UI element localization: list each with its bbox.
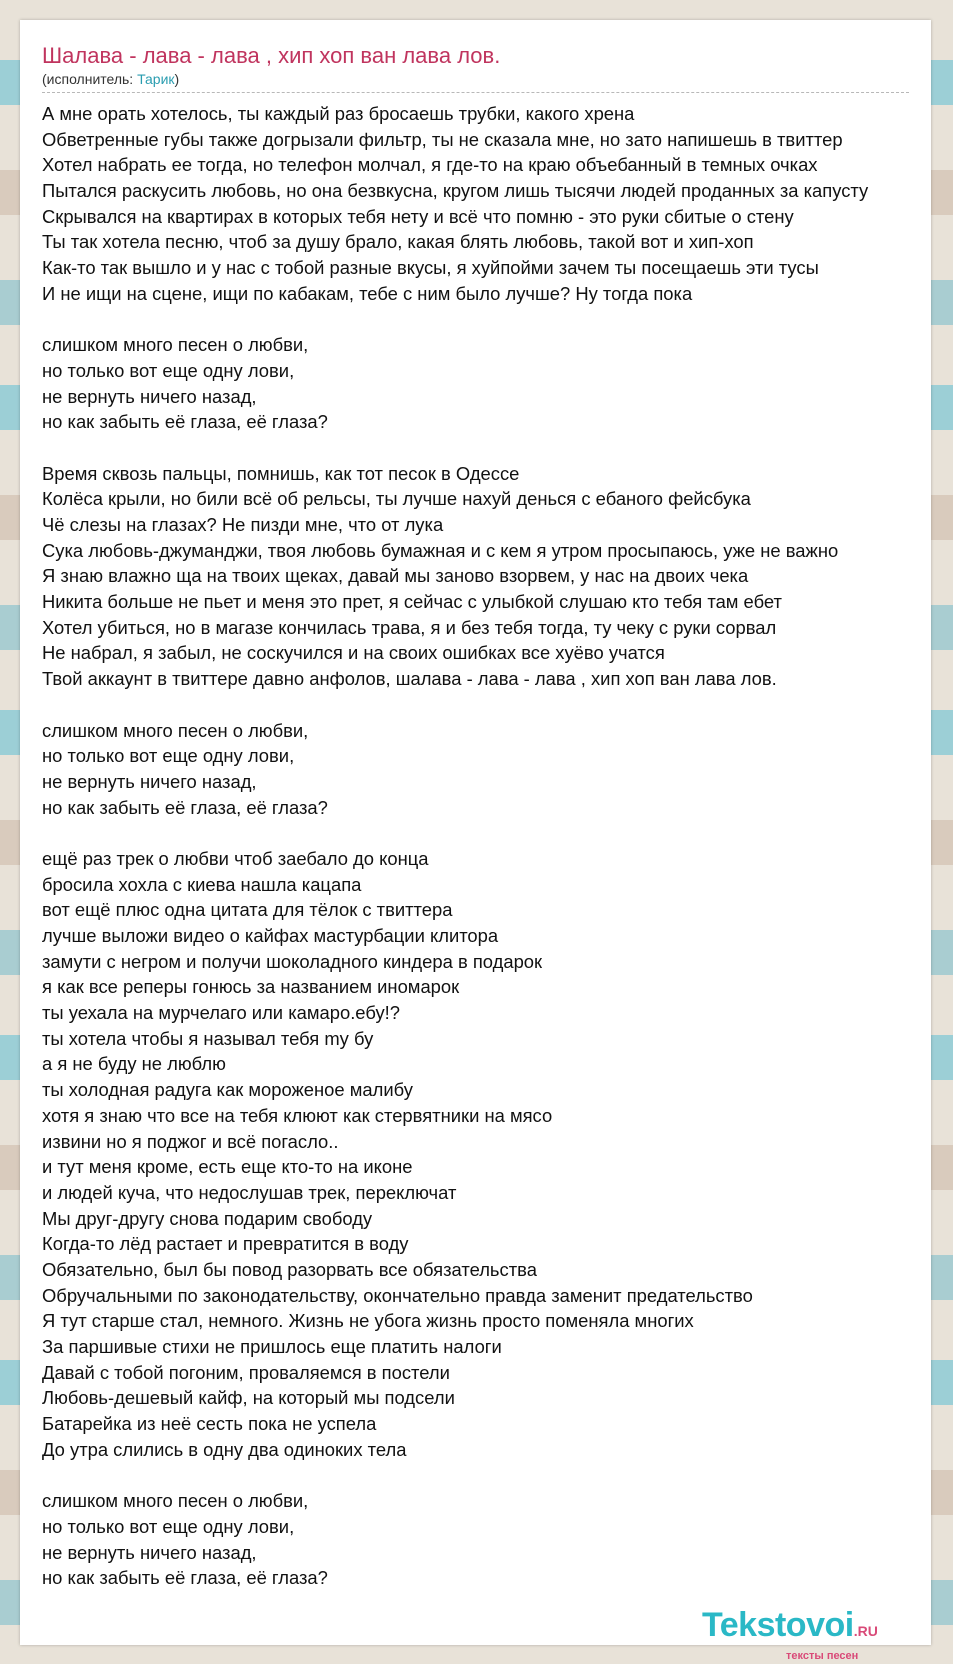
lyric-line: Я знаю влажно ща на твоих щеках, давай мы заново взорвем, у нас на двоих чека bbox=[42, 565, 749, 587]
lyric-line: Хотел убиться, но в магазе кончилась трава, я и без тебя тогда, ту чеку с руки сорвал bbox=[42, 616, 777, 638]
lyric-line: но только вот еще одну лови, bbox=[42, 1515, 295, 1537]
lyric-line: Скрывался на квартирах в которых тебя нету и всё что помню - это руки сбитые о стену bbox=[42, 205, 794, 227]
lyric-line: извини но я поджог и всё погасло.. bbox=[42, 1130, 339, 1152]
lyric-line: ты уехала на мурчелаго или камаро.ебу!? bbox=[42, 1002, 400, 1024]
lyric-line: не вернуть ничего назад, bbox=[42, 1541, 257, 1563]
lyric-line: хотя я знаю что все на тебя клюют как стервятники на мясо bbox=[42, 1104, 553, 1126]
logo-subtitle: тексты песен bbox=[786, 1650, 859, 1662]
lyric-line: Пытался раскусить любовь, но она безвкусна, кругом лишь тысячи людей проданных за капусту bbox=[42, 180, 869, 202]
lyric-line: слишком много песен о любви, bbox=[42, 719, 309, 741]
lyric-line: Колёса крыли, но били всё об рельсы, ты лучше нахуй денься с ебаного фейсбука bbox=[42, 488, 751, 510]
lyric-line: Давай с тобой погоним, проваляемся в постели bbox=[42, 1361, 450, 1383]
lyric-line: А мне орать хотелось, ты каждый раз бросаешь трубки, какого хрена bbox=[42, 103, 635, 124]
lyric-line: Не набрал, я забыл, не соскучился и на своих ошибках все хуёво учатся bbox=[42, 642, 665, 664]
artist-suffix: ) bbox=[174, 71, 180, 87]
lyric-line: вот ещё плюс одна цитата для тёлок с твиттера bbox=[42, 899, 453, 921]
lyric-line: Никита больше не пьет и меня это прет, я сейчас с улыбкой слушаю кто тебя там ебет bbox=[42, 591, 782, 613]
lyric-line: я как все реперы гонюсь за названием иномарок bbox=[42, 976, 460, 998]
stanza-gap bbox=[42, 435, 931, 461]
stanza-gap bbox=[42, 307, 931, 333]
lyric-line: Я тут старше стал, немного. Жизнь не убога жизнь просто поменяла многих bbox=[42, 1310, 694, 1332]
lyric-line: Время сквозь пальцы, помнишь, как тот песок в Одессе bbox=[42, 462, 520, 484]
lyric-line: Когда-то лёд растает и превратится в воду bbox=[42, 1233, 409, 1255]
lyric-line: но как забыть её глаза, её глаза? bbox=[42, 1567, 328, 1589]
lyric-line: Твой аккаунт в твиттере давно анфолов, шалава - лава - лава , хип хоп ван лава лов. bbox=[42, 668, 777, 690]
lyric-line: но как забыть её глаза, её глаза? bbox=[42, 411, 328, 433]
lyric-line: Сука любовь-джуманджи, твоя любовь бумажная и с кем я утром просыпаюсь, уже не важно bbox=[42, 539, 839, 561]
lyric-line: и тут меня кроме, есть еще кто-то на иконе bbox=[42, 1156, 413, 1178]
logo-tld: .RU bbox=[853, 1623, 878, 1639]
stanza-gap bbox=[42, 820, 931, 846]
lyric-line: а я не буду не люблю bbox=[42, 1053, 226, 1075]
lyric-line: ты хотела чтобы я называл тебя my бу bbox=[42, 1027, 374, 1049]
lyric-line: замути с негром и получи шоколадного киндера в подарок bbox=[42, 950, 543, 972]
lyric-line: Ты так хотела песню, чтоб за душу брало, какая блять любовь, такой вот и хип-хоп bbox=[42, 231, 754, 253]
lyric-line: не вернуть ничего назад, bbox=[42, 385, 257, 407]
lyric-line: бросила хохла с киева нашла кацапа bbox=[42, 873, 362, 895]
lyric-line: слишком много песен о любви, bbox=[42, 334, 309, 356]
lyric-line: лучше выложи видео о кайфах мастурбации клитора bbox=[42, 925, 499, 946]
lyric-line: но как забыть её глаза, её глаза? bbox=[42, 796, 328, 818]
lyric-line: Хотел набрать ее тогда, но телефон молчал, я где-то на краю объебанный в темных очках bbox=[42, 154, 818, 176]
site-logo[interactable] bbox=[702, 1606, 902, 1662]
lyric-line: ещё раз трек о любви чтоб заебало до конца bbox=[42, 847, 429, 869]
stanza-gap bbox=[42, 1462, 931, 1488]
artist-prefix: (исполнитель: bbox=[42, 71, 138, 87]
logo-text: Tekstovoi bbox=[702, 1606, 854, 1644]
lyric-line: слишком много песен о любви, bbox=[42, 1490, 309, 1512]
lyric-line: Как-то так вышло и у нас с тобой разные вкусы, я хуйпойми зачем ты посещаешь эти тусы bbox=[42, 257, 819, 279]
lyric-line: Обручальными по законодательству, окончательно правда заменит предательство bbox=[42, 1284, 753, 1306]
lyric-line: не вернуть ничего назад, bbox=[42, 770, 257, 792]
song-title: Шалава - лава - лава , хип хоп ван лава лов. bbox=[42, 43, 501, 68]
lyric-line: и людей куча, что недослушав трек, переключат bbox=[42, 1181, 457, 1203]
lyrics-body bbox=[42, 101, 931, 1591]
artist-link[interactable]: Тарик bbox=[137, 71, 175, 87]
lyric-line: До утра слились в одну два одиноких тела bbox=[42, 1438, 407, 1460]
lyrics-card bbox=[20, 20, 931, 1645]
lyric-line: И не ищи на сцене, ищи по кабакам, тебе с ним было лучше? Ну тогда пока bbox=[42, 282, 693, 304]
lyric-line: Любовь-дешевый кайф, на который мы подсели bbox=[42, 1387, 455, 1409]
lyric-line: но только вот еще одну лови, bbox=[42, 745, 295, 767]
lyric-line: ты холодная радуга как мороженое малибу bbox=[42, 1079, 413, 1101]
artist-line bbox=[42, 70, 909, 93]
lyric-line: Мы друг-другу снова подарим свободу bbox=[42, 1207, 373, 1229]
stanza-gap bbox=[42, 692, 931, 718]
lyric-line: За паршивые стихи не пришлось еще платить налоги bbox=[42, 1336, 502, 1357]
lyric-line: Обветренные губы также догрызали фильтр, ты не сказала мне, но зато напишешь в твиттер bbox=[42, 128, 843, 150]
lyric-line: Чё слезы на глазах? Не пизди мне, что от лука bbox=[42, 514, 444, 535]
lyric-line: Обязательно, был бы повод разорвать все обязательства bbox=[42, 1258, 537, 1280]
lyric-line: но только вот еще одну лови, bbox=[42, 359, 295, 381]
lyric-line: Батарейка из неё сесть пока не успела bbox=[42, 1413, 377, 1435]
